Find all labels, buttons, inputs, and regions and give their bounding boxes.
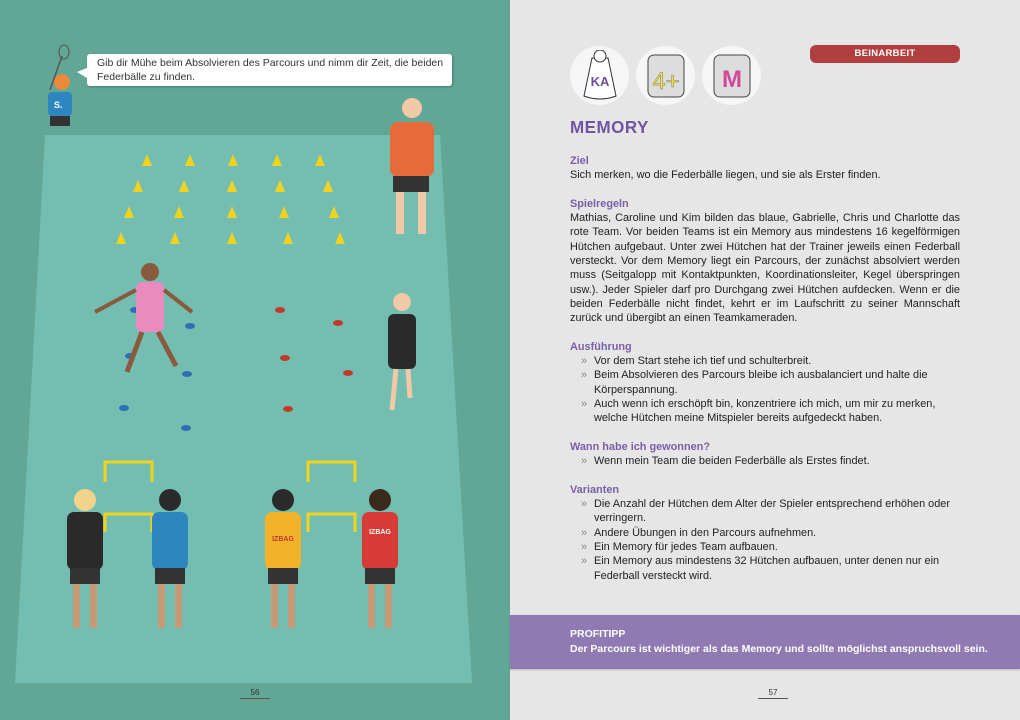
level-icon — [702, 46, 761, 105]
disc-marker — [181, 425, 191, 431]
list-item: » Beim Absolvieren des Parcours bleibe ich ausbalanciert und halte die Körperspannung. — [594, 368, 960, 397]
player-leg — [368, 584, 375, 628]
ausfuehrung-list — [570, 354, 960, 425]
jersey-text-yellow: IZBAG — [272, 536, 294, 543]
page-title: MEMORY — [570, 117, 649, 138]
disc-marker — [333, 320, 343, 326]
list-item: » Ein Memory aus mindestens 32 Hütchen aufbauen, unter denen nur ein Federball versteckt wird. — [594, 554, 960, 583]
player-leg — [73, 584, 80, 628]
exercise-content — [570, 154, 960, 597]
jersey-text-red: IZBAG — [369, 529, 391, 536]
section-heading-ausfuehrung: Ausführung — [570, 340, 632, 353]
player-head — [369, 489, 391, 511]
player-leg — [175, 584, 182, 628]
profitipp-heading: PROFITIPP — [570, 628, 626, 640]
player-shirt — [152, 512, 188, 570]
disc-marker — [185, 323, 195, 329]
player-shirt — [362, 512, 398, 570]
section-heading-varianten: Varianten — [570, 483, 620, 496]
category-tag: BEINARBEIT — [810, 45, 960, 63]
disc-marker — [283, 406, 293, 412]
mascot-shirt-letter: S. — [54, 100, 63, 110]
speech-bubble: Gib dir Mühe beim Absolvieren des Parcours und nimm dir Zeit, die beiden Federbälle zu finden. — [87, 54, 452, 86]
section-heading-ziel: Ziel — [570, 155, 589, 167]
age-icon — [636, 46, 695, 105]
disc-marker — [182, 371, 192, 377]
spielregeln-text: Mathias, Caroline und Kim bilden das blaue, Gabrielle, Chris und Charlotte das rote Team. Vor beiden Teams ist ein Memory aus mindestens 16 kegelförmigen Hütchen aufgebaut. Unter zwei Hütchen hat der Trainer jeweils einen Federball versteckt. Vor dem Memory liegt ein Parcours, der zunächst absolviert werden muss (Seitgalopp mit Kontaktpunkten, Koordinationsleiter, Kegel überspringen usw.). Jeder Spieler darf pro Durchgang zwei Hütchen aufdecken. Wenn er die beiden Federbälle nicht findet, kehrt er im Laufschritt zu seiner Mannschaft zurück und übergibt an einen Teamkameraden. — [570, 212, 960, 325]
list-item: » Auch wenn ich erschöpft bin, konzentriere ich mich, um mir zu merken, welche Hütchen meine Mitspieler bereits aufgedeckt haben. — [594, 397, 960, 426]
list-item: » Ein Memory für jedes Team aufbauen. — [594, 540, 960, 554]
player-shorts — [268, 568, 298, 584]
player-leg — [271, 584, 278, 628]
player-head — [272, 489, 294, 511]
player-shorts — [155, 568, 185, 584]
player-shorts — [365, 568, 395, 584]
ziel-text: Sich merken, wo die Federbälle liegen, und sie als Erster finden. — [570, 169, 881, 182]
player-leg — [385, 584, 392, 628]
list-item: » Andere Übungen in den Parcours aufnehmen. — [594, 526, 960, 540]
player-shirt — [67, 512, 103, 570]
shuttlecock-label: KA — [590, 73, 609, 89]
age-label: 4+ — [651, 67, 680, 95]
mascot-cat — [48, 45, 72, 126]
varianten-list — [570, 497, 960, 583]
profitipp-text: Der Parcours ist wichtiger als das Memory und sollte möglichst anspruchsvoll sein. — [570, 643, 988, 655]
section-heading-gewonnen: Wann habe ich gewonnen? — [570, 440, 710, 453]
list-item: » Die Anzahl der Hütchen dem Alter der Spieler entsprechend erhöhen oder verringern. — [594, 497, 960, 526]
disc-marker — [275, 307, 285, 313]
disc-marker — [343, 370, 353, 376]
page-number-right: 57 — [758, 688, 788, 699]
player-leg — [288, 584, 295, 628]
right-page — [510, 0, 1020, 720]
player-leg — [90, 584, 97, 628]
list-item: » Wenn mein Team die beiden Federbälle als Erstes findet. — [594, 454, 960, 468]
page-number-left: 56 — [240, 688, 270, 699]
gewonnen-list — [570, 454, 960, 468]
list-item: » Vor dem Start stehe ich tief und schulterbreit. — [594, 354, 960, 368]
disc-marker — [119, 405, 129, 411]
player-shorts — [70, 568, 100, 584]
disc-marker — [280, 355, 290, 361]
player-leg — [158, 584, 165, 628]
icon-row — [570, 46, 761, 105]
section-heading-spielregeln: Spielregeln — [570, 197, 629, 210]
shuttlecock-icon — [570, 46, 629, 105]
profitipp-box — [510, 615, 1020, 669]
level-label: M — [721, 65, 742, 93]
player-head — [74, 489, 96, 511]
player-head — [159, 489, 181, 511]
